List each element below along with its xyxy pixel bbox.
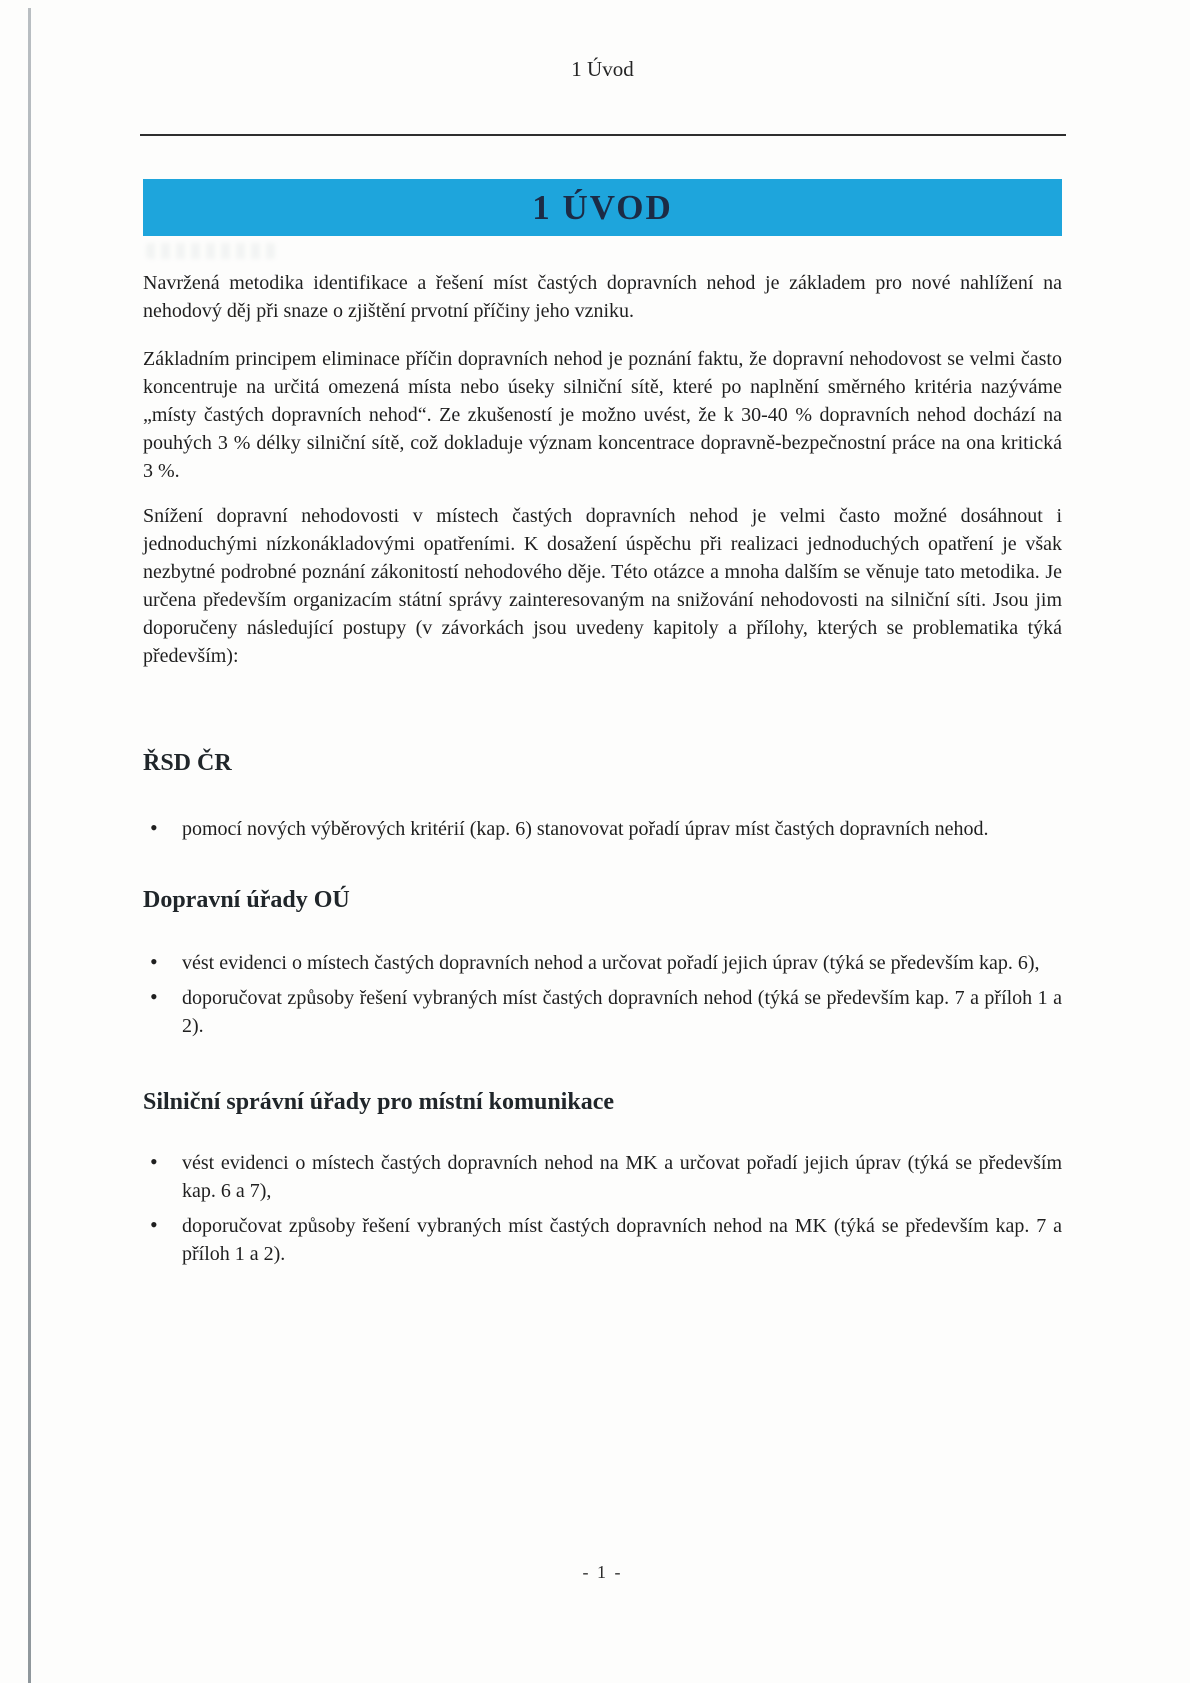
page-number: - 1 - — [582, 1562, 623, 1582]
paragraph-reduction: Snížení dopravní nehodovosti v místech častých dopravních nehod je velmi často možné dosáhnout i jednoduchými nízkonákladovými opatřeními. K dosažení úspěchu při realizaci jednoduchých opatření je však nezbytné podrobné poznání zákonitostí nehodového děje. Této otázce a mnoha dalším se věnuje tato metodika. Je určena především organizacím státní správy zainteresovaným na snižování nehodovosti na silniční síti. Jsou jim doporučeny následující postupy (v závorkách jsou uvedeny kapitoly a přílohy, kterých se problematika týká především): — [143, 505, 1062, 667]
page-content — [143, 0, 1062, 1268]
header-rule — [140, 134, 1066, 136]
paragraph-intro: Navržená metodika identifikace a řešení míst častých dopravních nehod je základem pro nové nahlížení na nehodový děj při snaze o zjištění prvotní příčiny jeho vzniku. — [143, 272, 1062, 322]
bullet-item: • vést evidenci o místech častých dopravních nehod na MK a určovat pořadí jejich úprav (týká se především kap. 6 a 7), — [143, 1149, 1062, 1205]
bullet-item: • doporučovat způsoby řešení vybraných míst častých dopravních nehod (týká se především kap. 7 a příloh 1 a 2). — [143, 984, 1062, 1040]
running-header: 1 Úvod — [571, 57, 634, 81]
section-heading-silnicni-spravni-urady: Silniční správní úřady pro místní komunikace — [143, 1089, 614, 1115]
bullet-list-dopravni-urady — [143, 949, 1062, 1040]
bullet-item: • doporučovat způsoby řešení vybraných míst častých dopravních nehod na MK (týká se především kap. 7 a příloh 1 a 2). — [143, 1212, 1062, 1268]
chapter-banner — [143, 179, 1062, 236]
section-heading-dopravni-urady: Dopravní úřady OÚ — [143, 887, 350, 913]
section-heading-rsd-cr: ŘSD ČR — [143, 750, 232, 776]
bullet-list-rsd-cr — [143, 815, 1062, 843]
scan-edge-artifact — [28, 8, 31, 1683]
bullet-item: • vést evidenci o místech častých dopravních nehod a určovat pořadí jejich úprav (týká se především kap. 6), — [143, 949, 1062, 977]
paragraph-principle: Základním principem eliminace příčin dopravních nehod je poznání faktu, že dopravní nehodovost se velmi často koncentruje na určitá omezená místa nebo úseky silniční sítě, které po naplnění směrného kritéria nazýváme „místy častých dopravních nehod“. Ze zkušeností je možno uvést, že k 30-40 % dopravních nehod dochází na pouhých 3 % délky silniční sítě, což dokladuje význam koncentrace dopravně-bezpečnostní práce na ona kritická 3 %. — [143, 348, 1062, 482]
bullet-list-silnicni-spravni-urady — [143, 1149, 1062, 1268]
bullet-item: • pomocí nových výběrových kritérií (kap. 6) stanovovat pořadí úprav míst častých dopravních nehod. — [143, 815, 1062, 843]
chapter-title: 1 ÚVOD — [532, 187, 673, 227]
